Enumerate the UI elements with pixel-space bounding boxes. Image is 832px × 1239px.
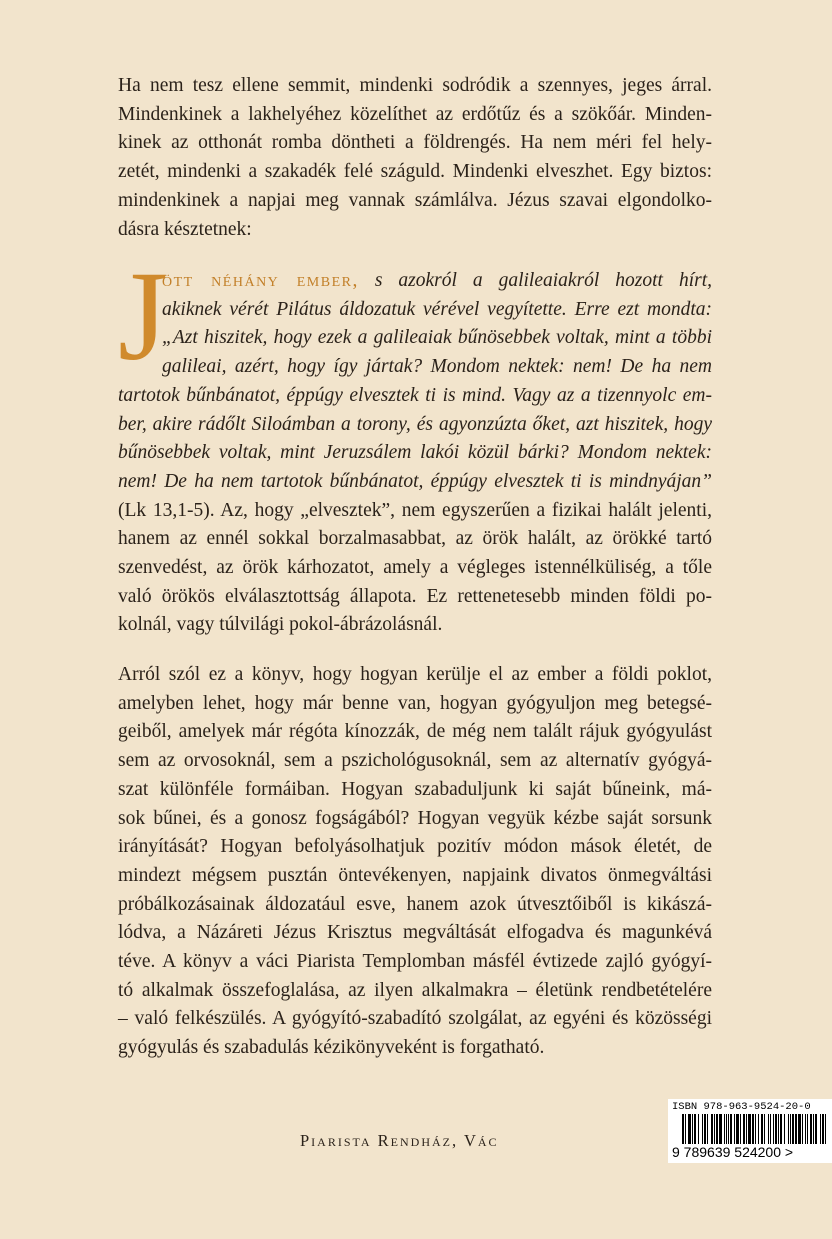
quote-lead-in: ött néhány ember, — [162, 270, 359, 291]
text-line: nem! De ha nem tartotok bűnbánatot, éppúgy elvesztek ti is mindnyájan” — [118, 470, 712, 492]
barcode-bar — [758, 1114, 759, 1144]
barcode-bar — [716, 1114, 718, 1144]
text-line: tartotok bűnbánatot, éppúgy elvesztek ti is mind. Vagy az a tizennyolc em- — [118, 384, 712, 406]
barcode-bar — [719, 1114, 722, 1144]
barcode-bar — [702, 1114, 703, 1144]
barcode-bar — [807, 1114, 808, 1144]
text-line: téve. A könyv a váci Piarista Templomban másfél évtizede zajló gyógyí- — [118, 951, 712, 973]
barcode-bars — [682, 1114, 828, 1144]
barcode-bar — [825, 1114, 826, 1144]
barcode-bar — [714, 1114, 715, 1144]
text-line: geiből, amelyek már régóta kínozzák, de még nem talált rájuk gyógyulást — [118, 721, 712, 743]
text-line: Arról szól ez a könyv, hogy hogyan kerülje el az ember a földi poklot, — [118, 664, 712, 685]
barcode-digits: 9 789639 524200 > — [672, 1144, 794, 1160]
text-line: „Azt hiszitek, hogy ezek a galileaiak bűnösebbek voltak, mint a többi — [162, 327, 712, 349]
text-line: való örökös elválasztottság állapota. Ez rettenetesebb minden földi po- — [118, 585, 712, 607]
text-line: hanem az ennél sokkal borzalmasabbat, az örök halált, az örökké tartó — [118, 528, 712, 550]
barcode-bar — [784, 1114, 785, 1144]
barcode-bar — [734, 1114, 735, 1144]
barcode-bar — [707, 1114, 708, 1144]
barcode-bar — [798, 1114, 801, 1144]
barcode-bar — [746, 1114, 747, 1144]
text-line: akiknek vérét Pilátus áldozatuk vérével vegyítette. Erre ezt mondta: — [162, 298, 712, 320]
barcode-bar — [815, 1114, 817, 1144]
text-line: – való felkészülés. A gyógyító-szabadító szolgálat, az egyéni és közösségi — [118, 1008, 712, 1030]
barcode-bar — [788, 1114, 789, 1144]
barcode-bar — [740, 1114, 741, 1144]
barcode-bar — [780, 1114, 782, 1144]
barcode-bar — [813, 1114, 814, 1144]
barcode-bar — [724, 1114, 725, 1144]
barcode-bar — [688, 1114, 691, 1144]
text-line: s azokról a galileaiakról hozott hírt, — [358, 270, 712, 291]
barcode-bar — [743, 1114, 745, 1144]
text-line: kolnál, vagy túlvilági pokol-ábrázolásnál. — [118, 614, 443, 636]
text-line: dásra késztetnek: — [118, 218, 252, 240]
barcode-bar — [711, 1114, 713, 1144]
barcode-bar — [704, 1114, 706, 1144]
barcode-bar — [692, 1114, 693, 1144]
text-line: gyógyulás és szabadulás kézikönyveként is forgatható. — [118, 1037, 545, 1059]
barcode-bar — [752, 1114, 754, 1144]
text-line: szenvedést, az örök kárhozatot, amely a végleges istennélküliség, a tőle — [118, 557, 712, 579]
intro-paragraph — [118, 72, 712, 244]
barcode-bar — [698, 1114, 699, 1144]
barcode-bar — [685, 1114, 686, 1144]
text-line: sok bűnei, és a gonosz fogságából? Hogyan vegyük kézbe saját sorsunk — [118, 807, 712, 829]
text-line: ber, akire rádőlt Siloámban a torony, és agyonzúzta őket, azt hiszitek, hogy — [118, 413, 712, 435]
text-line: galileai, azért, hogy így jártak? Mondom nektek: nem! De ha nem — [162, 356, 712, 378]
barcode-bar — [795, 1114, 797, 1144]
barcode-bar — [682, 1114, 684, 1144]
scripture-quote-paragraph — [118, 267, 712, 640]
text-line: lódva, a Názáreti Jézus Krisztus megváltását elfogadva és magunkévá — [118, 922, 712, 944]
barcode-bar — [726, 1114, 727, 1144]
text-line: mindezt mégsem pusztán öntevékenyen, napjaink divatos önmegváltási — [118, 864, 712, 886]
barcode-bar — [820, 1114, 821, 1144]
text-line: szat különféle formáiban. Hogyan szabaduljunk ki saját bűneink, má- — [118, 778, 712, 800]
isbn-label: ISBN 978-963-9524-20-0 — [672, 1101, 811, 1113]
barcode-bar — [770, 1114, 771, 1144]
barcode-bar — [773, 1114, 774, 1144]
text-line: Ha nem tesz ellene semmit, mindenki sodródik a szennyes, jeges árral. — [118, 75, 712, 96]
barcode-bar — [736, 1114, 739, 1144]
barcode-bar — [790, 1114, 791, 1144]
publisher-imprint: Piarista Rendház, Vác — [300, 1131, 499, 1150]
barcode-bar — [810, 1114, 812, 1144]
text-line: sem az orvosoknál, sem a pszichológusoknál, sem az alternatív gyógyá- — [118, 750, 712, 772]
text-line: Mindenkinek a lakhelyéhez közelíthet az erdőtűz és a szökőár. Minden- — [118, 103, 712, 125]
barcode-bar — [755, 1114, 756, 1144]
barcode-bar — [730, 1114, 732, 1144]
isbn-barcode — [668, 1099, 832, 1163]
barcode-bar — [761, 1114, 763, 1144]
barcode-bar — [775, 1114, 777, 1144]
barcode-bar — [764, 1114, 765, 1144]
quote-first-line — [118, 267, 712, 296]
text-line: próbálkozásainak áldozatául esve, hanem azok útvesztőiből is kikászá- — [118, 893, 712, 915]
text-line: irányítását? Hogyan befolyásolhatjuk pozitív módon mások életét, de — [118, 836, 712, 858]
description-paragraph — [118, 661, 712, 1063]
barcode-bar — [778, 1114, 779, 1144]
text-line: bűnösebbek voltak, mint Jeruzsálem lakói közül bárki? Mondom nektek: — [118, 442, 712, 464]
barcode-bar — [748, 1114, 751, 1144]
barcode-bar — [822, 1114, 824, 1144]
barcode-bar — [802, 1114, 803, 1144]
drop-cap: J — [118, 245, 168, 387]
barcode-bar — [728, 1114, 729, 1144]
barcode-bar — [768, 1114, 769, 1144]
barcode-bar — [694, 1114, 696, 1144]
text-line: mindenkinek a napjai meg vannak számlálva. Jézus szavai elgondolko- — [118, 189, 712, 211]
text-line: zetét, mindenki a szakadék felé száguld. Mindenki elveszhet. Egy biztos: — [118, 161, 712, 183]
text-line: (Lk 13,1-5). Az, hogy „elvesztek”, nem egyszerűen a fizikai halált jelenti, — [118, 499, 712, 521]
text-line: amelyben lehet, hogy már benne van, hogyan gyógyuljon meg betegsé- — [118, 692, 712, 714]
text-line: tó alkalmak összefoglalása, az ilyen alkalmakra – életünk rendbetételére — [118, 979, 712, 1001]
barcode-bar — [792, 1114, 794, 1144]
barcode-bar — [805, 1114, 806, 1144]
text-line: kinek az otthonát romba döntheti a földrengés. Ha nem méri fel hely- — [118, 132, 712, 154]
